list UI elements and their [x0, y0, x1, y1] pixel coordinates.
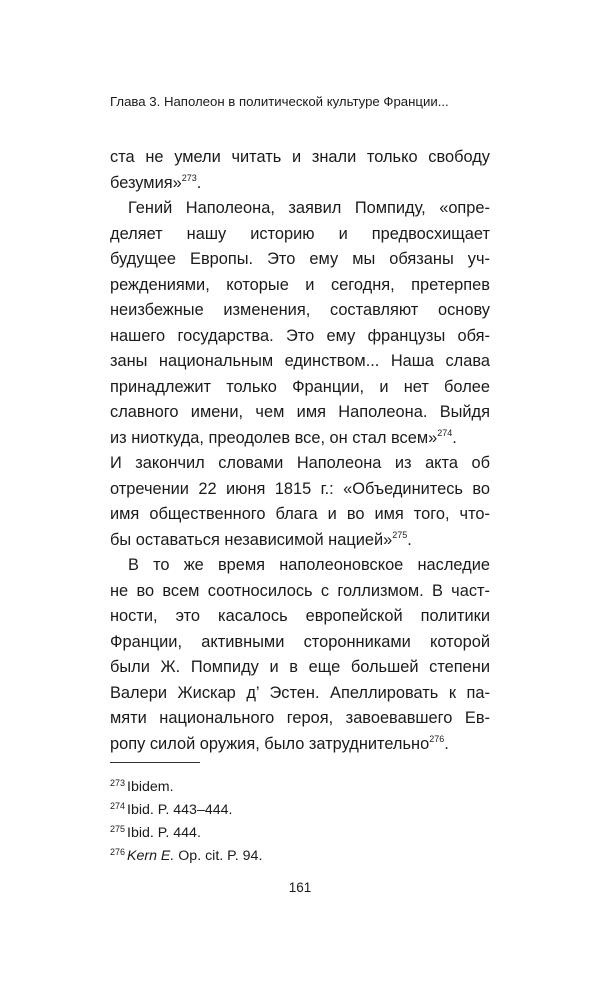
text-line: [110, 222, 490, 248]
text-line: [110, 273, 490, 299]
footnote-text: Ibid. P. 443–444.: [127, 802, 233, 818]
footnotes: [110, 772, 262, 864]
footnote-text: Ibid. P. 444.: [127, 825, 201, 841]
text-line: [110, 298, 490, 324]
text-line: [110, 655, 490, 681]
footnote-reference: 275: [392, 529, 408, 540]
line-text: деляет нашу историю и предвосхищает: [110, 224, 490, 243]
text-line: [110, 681, 490, 707]
line-text: заны национальным единством... Наша слава: [110, 352, 490, 370]
line-text: мяти национального героя, завоевавшего Ев-: [110, 709, 490, 727]
text-line: [110, 247, 490, 273]
footnote-reference: 273: [181, 172, 197, 183]
running-header: Глава 3. Наполеон в политической культуре Франции...: [110, 94, 449, 109]
line-text: принадлежит только Франции, и нет более: [110, 377, 490, 396]
text-line: [110, 477, 490, 503]
footnote-author: Kern E.: [127, 848, 175, 864]
line-text: Франции, активными сторонниками которой: [110, 632, 490, 651]
footnote-divider: [110, 762, 200, 763]
text-line: [110, 324, 490, 350]
text-line: [110, 706, 490, 732]
line-text: Гений Наполеона, заявил Помпиду, «опре-: [128, 199, 490, 217]
line-text: были Ж. Помпиду и в еще большей степени: [110, 658, 490, 676]
footnote-reference: 276: [429, 733, 445, 744]
footnote-number: 274: [110, 801, 126, 811]
text-line: [110, 196, 490, 222]
line-text: реждениями, которые и сегодня, претерпев: [110, 275, 490, 294]
text-line: [110, 579, 490, 605]
text-line: [110, 400, 490, 426]
line-tail: .: [196, 173, 202, 192]
line-tail: .: [452, 428, 457, 447]
line-text: ста не умели читать и знали только свободу: [110, 148, 490, 166]
footnote: [110, 795, 262, 818]
footnote: [110, 772, 262, 795]
footnote-text: Ibidem.: [127, 779, 174, 795]
line-text: бы оставаться независимой нацией»: [110, 530, 393, 549]
line-text: безумия»: [110, 173, 182, 192]
text-line: [110, 604, 490, 630]
line-text: имя общественного блага и во имя того, что-: [110, 505, 490, 523]
text-line: [110, 553, 490, 579]
footnote-number: 275: [110, 824, 126, 834]
text-line: [110, 349, 490, 375]
footnote-number: 273: [110, 778, 126, 788]
line-text: И закончил словами Наполеона из акта об: [110, 454, 490, 472]
text-line: [110, 451, 490, 477]
line-text: отречении 22 июня 1815 г.: «Объединитесь во: [110, 479, 490, 498]
text-line: [110, 502, 490, 528]
line-tail: .: [444, 734, 449, 753]
text-line: [110, 528, 490, 554]
body-text: [110, 145, 490, 757]
line-text: ропу силой оружия, было затруднительно: [110, 734, 430, 753]
line-text: нашего государства. Это ему французы обя-: [110, 326, 490, 345]
line-tail: .: [407, 530, 412, 549]
line-text: не во всем соотносилось с голлизмом. В част-: [110, 581, 490, 600]
line-text: В то же время наполеоновское наследие: [128, 556, 490, 574]
line-text: ности, это касалось европейской политики: [110, 607, 490, 625]
footnote-number: 276: [110, 847, 126, 857]
text-line: [110, 171, 490, 197]
line-text: будущее Европы. Это ему мы обязаны уч-: [110, 250, 490, 268]
line-text: неизбежные изменения, составляют основу: [110, 301, 490, 319]
line-text: Валери Жискар д’ Эстен. Апеллировать к па-: [110, 683, 490, 702]
footnote: [110, 841, 262, 864]
line-text: из ниоткуда, преодолев все, он стал всем»: [110, 428, 438, 447]
page-number: 161: [288, 880, 312, 895]
footnote-text: Op. cit. P. 94.: [174, 848, 263, 864]
text-line: [110, 426, 490, 452]
footnote: [110, 818, 262, 841]
text-line: [110, 145, 490, 171]
footnote-reference: 274: [437, 427, 453, 438]
text-line: [110, 732, 490, 758]
line-text: славного имени, чем имя Наполеона. Выйдя: [110, 403, 490, 421]
text-line: [110, 375, 490, 401]
text-line: [110, 630, 490, 656]
